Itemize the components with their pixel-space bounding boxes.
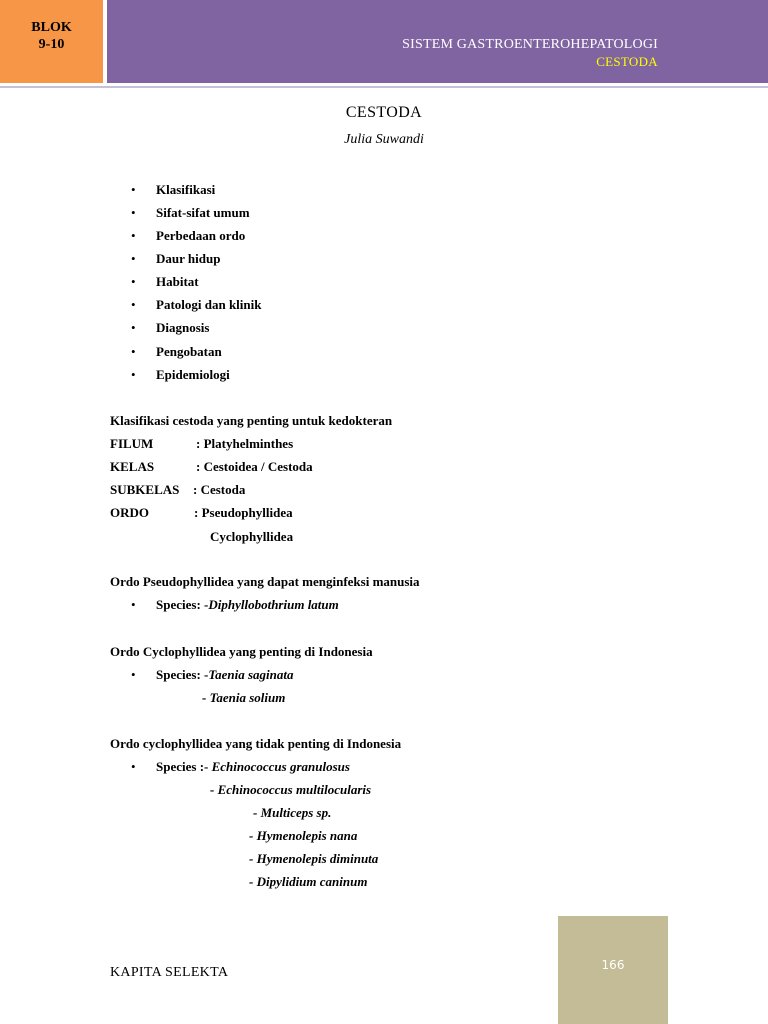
bullet-icon: • [131,228,136,243]
list-item: Habitat [156,274,199,289]
section-heading: Klasifikasi cestoda yang penting untuk kedokteran [110,413,393,428]
author-name: Julia Suwandi [344,132,424,147]
page-number: 166 [601,958,625,972]
species-name: - Taenia solium [202,690,286,705]
list-item: Perbedaan ordo [156,228,246,243]
species-name: Taenia saginata [208,667,294,682]
species-name: - Echinococcus multilocularis [210,782,372,797]
species-label: Species :- [156,759,209,774]
ordo-value-2: Cyclophyllidea [210,529,294,544]
bullet-icon: • [131,182,136,197]
bullet-icon: • [131,320,136,335]
bullet-icon: • [131,344,136,359]
section-heading: Ordo Pseudophyllidea yang dapat menginfeksi manusia [110,574,420,589]
blok-badge [0,0,103,83]
species-line [156,667,293,683]
bullet-icon: • [131,205,136,220]
bullet-icon: • [131,297,136,312]
page-number-box [558,916,668,1024]
header-divider [0,86,768,88]
list-item: Sifat-sifat umum [156,205,250,220]
list-item: Patologi dan klinik [156,297,262,312]
filum-value: : Platyhelminthes [196,436,294,451]
species-name: Diphyllobothrium latum [208,597,339,612]
species-label: Species: - [156,597,209,612]
bullet-icon: • [131,367,136,382]
kelas-label: KELAS [110,459,155,474]
subkelas-label: SUBKELAS [110,482,180,497]
section-subtitle: CESTODA [596,54,658,69]
subkelas-value: : Cestoda [193,482,246,497]
species-name: Echinococcus granulosus [208,759,350,774]
species-name: - Hymenolepis nana [249,828,358,843]
ordo-value: : Pseudophyllidea [194,505,293,520]
header-bar [107,0,768,83]
list-item: Pengobatan [156,344,222,359]
bullet-icon: • [131,759,136,774]
species-name: - Dipylidium caninum [249,874,368,889]
list-item: Daur hidup [156,251,221,266]
blok-number: 9-10 [38,37,65,52]
species-name: - Multiceps sp. [253,805,332,820]
filum-label: FILUM [110,436,154,451]
species-name: - Hymenolepis diminuta [249,851,379,866]
kelas-value: : Cestoidea / Cestoda [196,459,313,474]
species-line [156,597,339,613]
bullet-icon: • [131,274,136,289]
blok-label: BLOK [31,20,72,35]
species-label: Species: - [156,667,209,682]
page-title: CESTODA [345,104,423,121]
bullet-icon: • [131,251,136,266]
section-heading: Ordo cyclophyllidea yang tidak penting di Indonesia [110,736,402,751]
list-item: Epidemiologi [156,367,230,382]
ordo-label: ORDO [110,505,149,520]
bullet-icon: • [131,597,136,612]
section-heading: Ordo Cyclophyllidea yang penting di Indonesia [110,644,373,659]
footer-label: KAPITA SELEKTA [110,965,229,980]
bullet-icon: • [131,667,136,682]
list-item: Klasifikasi [156,182,216,197]
species-line [156,759,350,775]
list-item: Diagnosis [156,320,210,335]
system-title: SISTEM GASTROENTEROHEPATOLOGI [402,37,658,52]
